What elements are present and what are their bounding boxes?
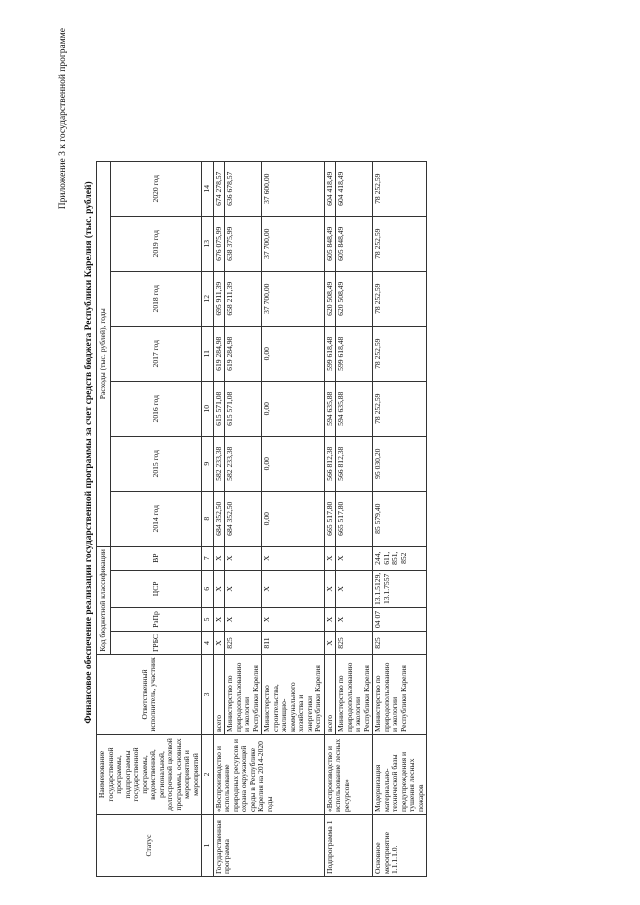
row-vr: X — [225, 546, 262, 570]
row-value: 674 278,57 — [213, 161, 225, 216]
row-status: Государственная программа — [213, 815, 324, 877]
row-grbs: X — [324, 632, 336, 655]
header-row — [97, 161, 111, 876]
row-value: 582 233,38 — [225, 436, 262, 491]
appendix-note: Приложение 3 к государственной программе — [58, 28, 68, 210]
row-name: «Воспроизводство и использование лесных ресурсов» — [324, 735, 373, 815]
row-name: «Воспроизводство и использование природных ресурсов и охрана окружающей среды в Республике Карелия на 2014-2020 годы — [213, 735, 324, 815]
row-value: 599 618,48 — [336, 326, 373, 381]
header-name: Наименование государственной программы, подпрограммы государственной программы, ведомственной, региональной, долгосрочной целевой программы, основных мероприятий и мероприятий — [97, 735, 202, 815]
header-year: 2019 год — [111, 216, 202, 271]
row-value: 605 848,49 — [324, 216, 336, 271]
row-csr: 13.1.5129, 13.1.7557 — [373, 570, 427, 607]
column-number: 11 — [202, 326, 214, 381]
row-value: 684 352,50 — [225, 491, 262, 546]
row-status: Основное мероприятие 1.1.1.1.0. — [373, 815, 427, 877]
row-rzpr: X — [262, 608, 325, 632]
column-number: 14 — [202, 161, 214, 216]
row-value: 37 700,00 — [262, 271, 325, 326]
column-number: 6 — [202, 570, 214, 607]
row-status: Подпрограмма 1 — [324, 815, 373, 877]
row-grbs: 825 — [336, 632, 373, 655]
header-expenses: Расходы (тыс. рублей), годы — [97, 161, 111, 546]
row-value: 605 848,49 — [336, 216, 373, 271]
column-number: 10 — [202, 381, 214, 436]
row-value: 620 508,49 — [336, 271, 373, 326]
row-value: 0,00 — [262, 326, 325, 381]
row-responsible: Министерство по природопользованию и экологии Республики Карелия — [336, 655, 373, 735]
row-responsible: Министерство строительства, жилищно-коммунального хозяйства и энергетики Республики Карелия — [262, 655, 325, 735]
financing-table — [96, 161, 427, 877]
row-value: 37 600,00 — [262, 161, 325, 216]
header-year: 2014 год — [111, 491, 202, 546]
row-value: 78 252,59 — [373, 271, 427, 326]
row-value: 599 618,48 — [324, 326, 336, 381]
row-responsible: всего — [324, 655, 336, 735]
row-value: 636 678,57 — [225, 161, 262, 216]
row-value: 695 911,39 — [213, 271, 225, 326]
header-grbs: ГРБС — [111, 632, 202, 655]
row-value: 95 030,20 — [373, 436, 427, 491]
row-value: 0,00 — [262, 436, 325, 491]
row-value: 619 284,98 — [225, 326, 262, 381]
column-number: 3 — [202, 655, 214, 735]
row-value: 0,00 — [262, 491, 325, 546]
row-value: 665 517,80 — [336, 491, 373, 546]
row-value: 615 571,08 — [213, 381, 225, 436]
row-value: 0,00 — [262, 381, 325, 436]
row-rzpr: X — [225, 608, 262, 632]
row-value: 78 252,59 — [373, 326, 427, 381]
row-value: 604 418,49 — [336, 161, 373, 216]
row-csr: X — [262, 570, 325, 607]
header-year: 2015 год — [111, 436, 202, 491]
row-value: 638 375,99 — [225, 216, 262, 271]
column-number: 12 — [202, 271, 214, 326]
row-value: 615 571,08 — [225, 381, 262, 436]
row-rzpr: X — [336, 608, 373, 632]
header-csr: ЦСР — [111, 570, 202, 607]
column-number: 5 — [202, 608, 214, 632]
column-number: 9 — [202, 436, 214, 491]
row-rzpr: X — [324, 608, 336, 632]
row-value: 619 284,98 — [213, 326, 225, 381]
row-vr: X — [213, 546, 225, 570]
header-rzpr: РзПр — [111, 608, 202, 632]
row-grbs: X — [213, 632, 225, 655]
column-number: 7 — [202, 546, 214, 570]
row-csr: X — [225, 570, 262, 607]
row-value: 78 252,59 — [373, 161, 427, 216]
row-value: 658 211,39 — [225, 271, 262, 326]
row-responsible: Министерство по природопользованию и экологии Республики Карелия — [225, 655, 262, 735]
table-row — [213, 161, 225, 876]
row-value: 604 418,49 — [324, 161, 336, 216]
row-value: 78 252,59 — [373, 216, 427, 271]
header-vr: ВР — [111, 546, 202, 570]
row-value: 665 517,80 — [324, 491, 336, 546]
row-csr: X — [336, 570, 373, 607]
row-value: 594 635,88 — [336, 381, 373, 436]
row-value: 594 635,88 — [324, 381, 336, 436]
header-status: Статус — [97, 815, 202, 877]
header-year: 2018 год — [111, 271, 202, 326]
row-value: 684 352,50 — [213, 491, 225, 546]
row-value: 37 700,00 — [262, 216, 325, 271]
row-rzpr: X — [213, 608, 225, 632]
column-number: 4 — [202, 632, 214, 655]
header-budget-code: Код бюджетной классификации — [97, 546, 111, 654]
header-year: 2017 год — [111, 326, 202, 381]
row-value: 85 579,40 — [373, 491, 427, 546]
row-vr: X — [324, 546, 336, 570]
table-body — [97, 161, 427, 876]
header-year: 2020 год — [111, 161, 202, 216]
table-row — [373, 161, 427, 876]
row-value: 620 508,49 — [324, 271, 336, 326]
row-value: 78 252,59 — [373, 381, 427, 436]
row-value: 582 233,38 — [213, 436, 225, 491]
row-responsible: Министерство по природопользованию и экологии Республики Карелия — [373, 655, 427, 735]
row-grbs: 811 — [262, 632, 325, 655]
column-number: 8 — [202, 491, 214, 546]
column-number-row — [202, 161, 214, 876]
row-rzpr: 04 07 — [373, 608, 427, 632]
row-grbs: 825 — [373, 632, 427, 655]
row-value: 566 812,38 — [336, 436, 373, 491]
header-responsible: Ответственный исполнитель, участник — [97, 655, 202, 735]
row-name: Модернизация материально-технической базы предупреждения и тушения лесных пожаров — [373, 735, 427, 815]
row-value: 566 812,38 — [324, 436, 336, 491]
row-vr: X — [262, 546, 325, 570]
row-value: 676 075,99 — [213, 216, 225, 271]
row-responsible: всего — [213, 655, 225, 735]
column-number: 2 — [202, 735, 214, 815]
header-year: 2016 год — [111, 381, 202, 436]
table-row — [324, 161, 336, 876]
column-number: 1 — [202, 815, 214, 877]
row-vr: X — [336, 546, 373, 570]
document-title: Финансовое обеспечение реализации государственной программы за счет средств бюджета Республики Карелия (тыс. рублей) — [84, 181, 94, 724]
row-vr: 244, 611, 851, 852 — [373, 546, 427, 570]
row-grbs: 825 — [225, 632, 262, 655]
row-csr: X — [324, 570, 336, 607]
row-csr: X — [213, 570, 225, 607]
column-number: 13 — [202, 216, 214, 271]
